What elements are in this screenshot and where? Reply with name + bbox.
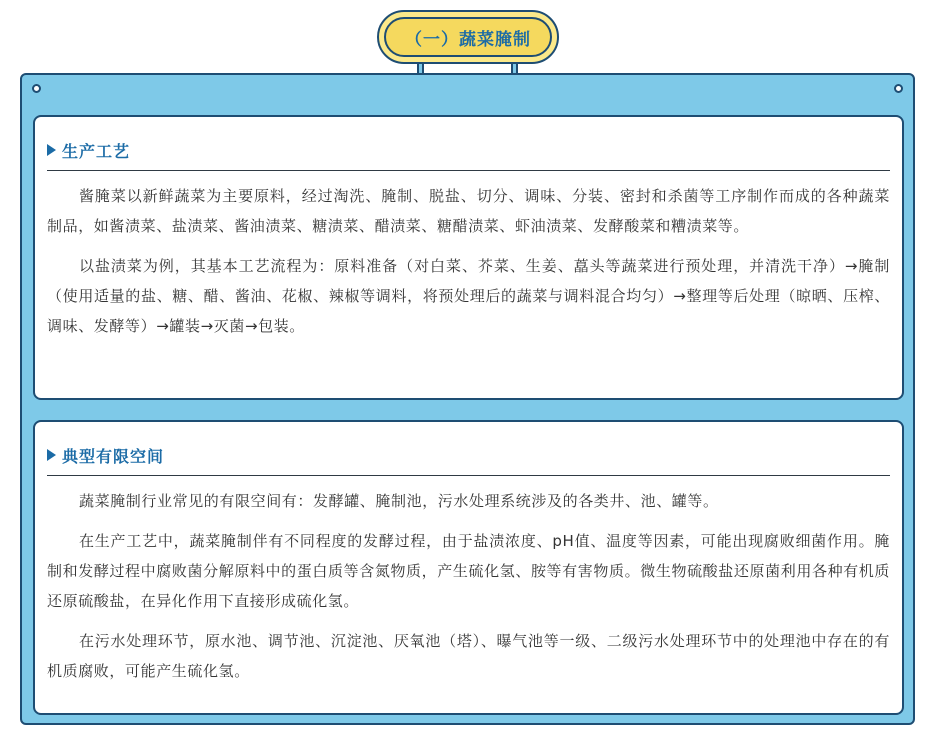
card-header xyxy=(47,135,890,171)
triangle-right-icon xyxy=(47,449,56,461)
card-body xyxy=(47,181,890,341)
paragraph: 在生产工艺中，蔬菜腌制伴有不同程度的发酵过程，由于盐渍浓度、pH值、温度等因素，可能出现腐败细菌作用。腌制和发酵过程中腐败菌分解原料中的蛋白质等含氮物质，产生硫化氢、胺等有害物质。微生物硫酸盐还原菌利用各种有机质还原硫酸盐，在异化作用下直接形成硫化氢。 xyxy=(47,532,890,610)
paragraph: 在污水处理环节，原水池、调节池、沉淀池、厌氧池（塔）、曝气池等一级、二级污水处理环节中的处理池中存在的有机质腐败，可能产生硫化氢。 xyxy=(47,632,890,680)
section-title-badge xyxy=(377,10,559,64)
card-title: 生产工艺 xyxy=(62,141,131,161)
card-body xyxy=(47,486,890,686)
card-title: 典型有限空间 xyxy=(62,446,165,466)
rivet-right xyxy=(894,84,903,93)
card-typical-confined-spaces xyxy=(33,420,904,715)
paragraph: 酱腌菜以新鲜蔬菜为主要原料，经过淘洗、腌制、脱盐、切分、调味、分装、密封和杀菌等工序制作而成的各种蔬菜制品，如酱渍菜、盐渍菜、酱油渍菜、糖渍菜、醋渍菜、糖醋渍菜、虾油渍菜、发酵酸菜和糟渍菜等。 xyxy=(47,187,890,235)
triangle-right-icon xyxy=(47,144,56,156)
rivet-left xyxy=(32,84,41,93)
card-header xyxy=(47,440,890,476)
section-title-badge-inner xyxy=(384,17,552,57)
paragraph: 以盐渍菜为例，其基本工艺流程为：原料准备（对白菜、芥菜、生姜、藠头等蔬菜进行预处理，并清洗干净）→腌制（使用适量的盐、糖、醋、酱油、花椒、辣椒等调料，将预处理后的蔬菜与调料混合均匀）→整理等后处理（晾晒、压榨、调味、发酵等）→罐装→灭菌→包装。 xyxy=(47,257,890,335)
card-production-process xyxy=(33,115,904,400)
paragraph: 蔬菜腌制行业常见的有限空间有：发酵罐、腌制池，污水处理系统涉及的各类井、池、罐等。 xyxy=(79,492,719,510)
page-title: （一）蔬菜腌制 xyxy=(405,29,531,50)
content-panel xyxy=(20,73,915,725)
